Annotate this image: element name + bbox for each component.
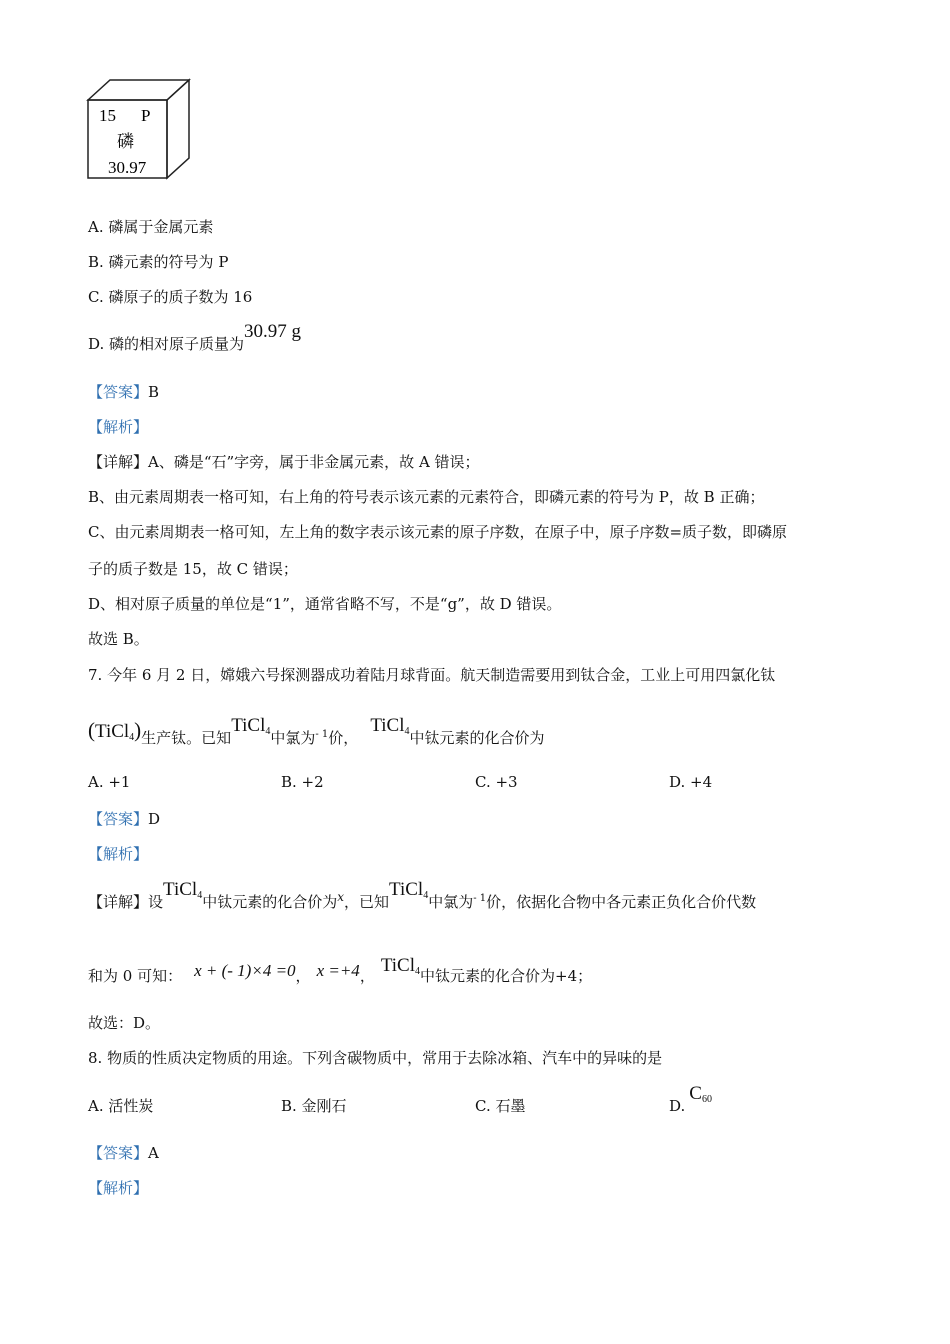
detail-text: 设 <box>148 893 164 911</box>
q8-answer <box>88 1142 159 1163</box>
element-cell-figure <box>86 78 196 184</box>
formula-base: C <box>689 1083 702 1104</box>
stem-text: 生产钛。已知 <box>141 729 232 747</box>
formula-base: TiCl <box>95 721 130 742</box>
formula-ticl4 <box>370 715 409 736</box>
formula-base: TiCl <box>163 879 198 900</box>
formula-sub: 4 <box>423 890 429 901</box>
q6-option-d-prefix: D. 磷的相对原子质量为 <box>88 335 245 353</box>
answer-label: 【答案】 <box>88 1144 149 1162</box>
answer-value: A <box>148 1144 159 1162</box>
q6-detail-d: D、相对原子质量的单位是“1”，通常省略不写，不是“g”，故 D 错误。 <box>88 595 562 613</box>
formula-sub: 4 <box>404 726 410 737</box>
q6-option-d-value: 30.97 g <box>244 321 302 342</box>
q7-option-b: B. +2 <box>281 773 324 791</box>
q8-option-d <box>669 1083 712 1117</box>
formula-ticl4 <box>95 721 134 742</box>
formula-base: TiCl <box>380 955 415 976</box>
stem-text: 中氯为 <box>270 729 316 747</box>
q6-analysis-label: 【解析】 <box>88 418 149 436</box>
answer-value: D <box>148 810 161 828</box>
q6-detail-c2: 子的质子数是 15，故 C 错误； <box>88 560 298 578</box>
q6-answer <box>88 381 159 402</box>
q6-conclusion: 故选 B。 <box>88 630 149 648</box>
detail-text: ， <box>295 967 311 985</box>
formula-ticl4 <box>389 879 428 900</box>
q6-option-d <box>88 321 302 355</box>
formula-ticl4 <box>231 715 270 736</box>
formula-sub: 4 <box>415 966 420 977</box>
element-name: 磷 <box>117 132 134 151</box>
detail-text: 中钛元素的化合价为+4； <box>420 967 593 985</box>
option-prefix: D. <box>669 1097 686 1115</box>
detail-text: 和为 0 可知： <box>88 967 183 985</box>
formula-sub: 60 <box>701 1094 712 1105</box>
formula-ticl4 <box>381 955 420 976</box>
equation-result: x =+4 <box>316 961 360 980</box>
q7-answer <box>88 808 160 829</box>
detail-label: 【详解】 <box>88 453 149 471</box>
minus-one: - 1 <box>473 893 487 904</box>
q7-stem-line2 <box>88 715 545 749</box>
equation: x + (- 1)×4 =0 <box>194 961 296 980</box>
answer-value: B <box>148 383 160 401</box>
element-symbol: P <box>141 106 151 125</box>
paren-close: ) <box>134 718 142 742</box>
q7-detail-line2 <box>88 955 593 987</box>
element-number: 15 <box>99 106 116 125</box>
q7-analysis-label: 【解析】 <box>88 845 149 863</box>
detail-label: 【详解】 <box>88 893 149 911</box>
q6-option-a: A. 磷属于金属元素 <box>88 218 214 236</box>
formula-sub: 4 <box>197 890 203 901</box>
detail-text: ， <box>359 967 375 985</box>
formula-c60 <box>689 1083 712 1104</box>
q7-stem-line1: 7. 今年 6 月 2 日，嫦娥六号探测器成功着陆月球背面。航天制造需要用到钛合金，工业上可用四氯化钛 <box>88 666 776 684</box>
element-mass: 30.97 <box>108 158 147 177</box>
minus-one: - 1 <box>315 729 329 740</box>
q8-stem: 8. 物质的性质决定物质的用途。下列含碳物质中，常用于去除冰箱、汽车中的异味的是 <box>88 1049 663 1067</box>
q8-option-b: B. 金刚石 <box>281 1097 347 1115</box>
stem-text: 中钛元素的化合价为 <box>409 729 545 747</box>
q7-detail-line1 <box>88 879 757 913</box>
q7-conclusion: 故选：D。 <box>88 1014 161 1032</box>
q7-option-d: D. +4 <box>669 773 713 791</box>
q6-option-b: B. 磷元素的符号为 P <box>88 253 229 271</box>
formula-base: TiCl <box>231 715 266 736</box>
detail-text: ，已知 <box>344 893 390 911</box>
stem-text: 价， <box>328 729 359 747</box>
q6-detail-c1: C、由元素周期表一格可知，左上角的数字表示该元素的原子序数，在原子中，原子序数=质子数，即磷原 <box>88 523 788 541</box>
q7-option-a: A. +1 <box>88 773 131 791</box>
formula-sub: 4 <box>129 732 135 743</box>
q6-detail-b: B、由元素周期表一格可知，右上角的符号表示该元素的元素符合，即磷元素的符号为 P，故 B 正确； <box>88 488 765 506</box>
formula-base: TiCl <box>389 879 424 900</box>
detail-text: 中氯为 <box>428 893 474 911</box>
q6-option-c: C. 磷原子的质子数为 16 <box>88 288 253 306</box>
detail-text: A、磷是“石”字旁，属于非金属元素，故 A 错误； <box>148 453 480 471</box>
answer-label: 【答案】 <box>88 810 149 828</box>
q8-option-c: C. 石墨 <box>475 1097 526 1115</box>
q8-option-a: A. 活性炭 <box>88 1097 154 1115</box>
detail-text: 中钛元素的化合价为 <box>202 893 338 911</box>
formula-ticl4 <box>163 879 202 900</box>
answer-label: 【答案】 <box>88 383 149 401</box>
formula-sub: 4 <box>265 726 271 737</box>
detail-text: 价，依据化合物中各元素正负化合价代数 <box>486 893 757 911</box>
q8-analysis-label: 【解析】 <box>88 1179 149 1197</box>
q6-detail-a <box>88 451 480 472</box>
paren-open: ( <box>88 718 95 742</box>
q7-option-c: C. +3 <box>475 773 518 791</box>
formula-base: TiCl <box>370 715 405 736</box>
variable-x: x <box>337 890 344 904</box>
